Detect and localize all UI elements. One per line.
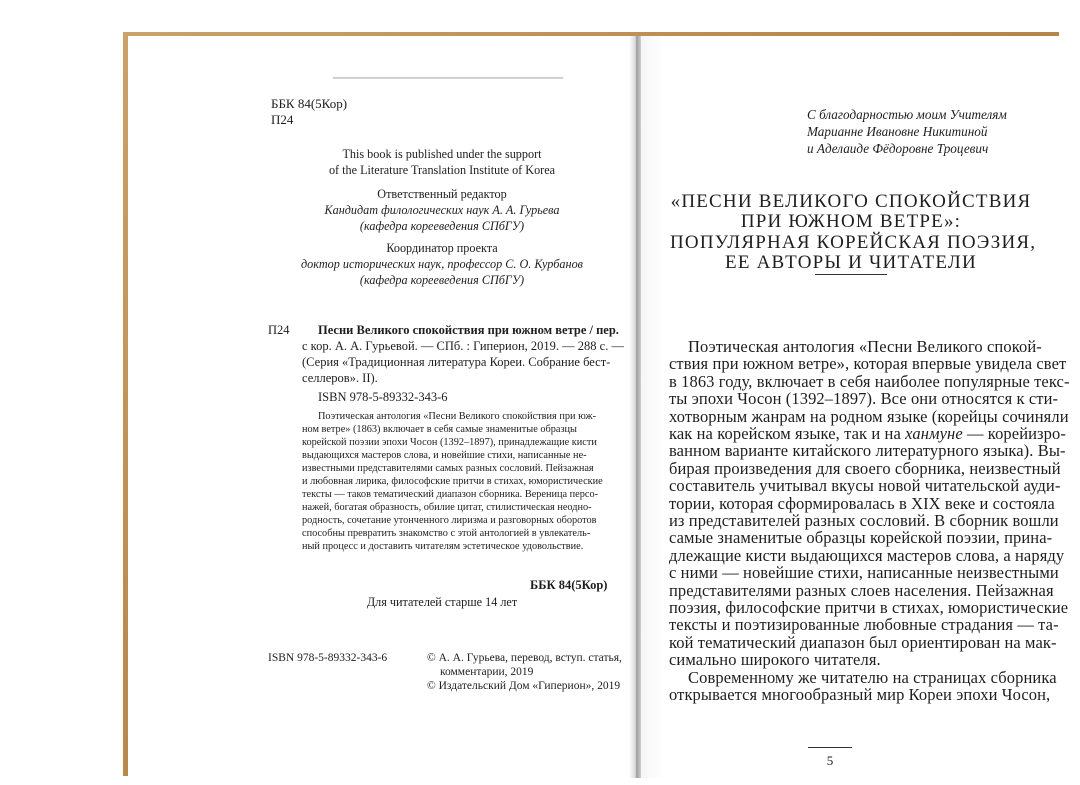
bbk-bottom: ББК 84(5Кор) [530,578,608,592]
body-line: в 1863 году, включает в себя наиболее популярные текс- [669,371,1070,391]
bbk-code: ББК 84(5Кор) [271,96,348,111]
catalog-line: (Серия «Традиционная литература Кореи. Собрание бест- [302,355,611,369]
support-line-2: of the Literature Translation Institute of Korea [328,163,556,177]
body-line: кой тематический диапазон был ориентирован на мак- [669,632,1057,652]
coordinator-name: доктор исторических наук, профессор С. О. Курбанов [301,257,583,271]
annotation-line: Поэтическая антология «Песни Великого спокойствия при юж- [318,411,597,422]
dedication-line: С благодарностью моим Учителям [807,107,1007,122]
chapter-heading-line: «ПЕСНИ ВЕЛИКОГО СПОКОЙСТВИЯ [670,191,1032,212]
page-number: 5 [826,753,834,768]
body-line: симально широкого читателя. [669,650,881,670]
copyright-line: © А. А. Гурьева, перевод, вступ. статья, [427,652,622,664]
chapter-heading-line: ПРИ ЮЖНОМ ВЕТРЕ»: [740,211,962,232]
annotation-line: корейской поэзии эпохи Чосон (1392–1897), принадлежащие кисти [302,437,597,448]
show-through-text: ▔▔▔▔▔▔▔▔▔▔▔▔▔▔▔▔▔▔▔▔▔▔▔ [333,77,563,92]
annotation-line: и любовная лирика, философские притчи в стихах, юмористические [302,476,603,487]
chapter-heading-line: ПОПУЛЯРНАЯ КОРЕЙСКАЯ ПОЭЗИЯ, [670,232,1037,253]
body-line: как на корейском языке, так и на ханмуне — корейизро- [669,424,1066,443]
annotation-line: тексты — таков тематический диапазон сборника. Вереница персо- [302,489,599,500]
body-line: ты эпохи Чосон (1392–1897). Все они относятся к сти- [669,389,1059,409]
body-line: ванном варианте китайского литературного языка). Вы- [669,441,1066,461]
body-line: Поэтическая антология «Песни Великого спокой- [688,337,1042,356]
annotation-line: выдающихся мастеров слова, и новейшие стихи, написанные не- [302,450,587,461]
catalog-isbn: ISBN 978-5-89332-343-6 [318,390,448,404]
body-line: бирая произведения для своего сборника, неизвестный [669,458,1061,478]
annotation-line: способны превратить знакомство с этой антологией в увлекатель- [302,528,591,539]
annotation-line: известными представителями самых разных сословий. Пейзажная [302,463,594,474]
annotation-line: нажей, богатая образность, обилие цитат, стилистическая неодно- [302,502,592,513]
copyright-line: © Издательский Дом «Гиперион», 2019 [427,680,621,692]
dedication-line: Марианне Ивановне Никитиной [807,124,988,139]
catalog-line: Песни Великого спокойствия при южном ветре / пер. [318,323,619,337]
body-line: Современному же читателю на страницах сборника [688,667,1057,687]
annotation-line: ном ветре» (1863) включает в себя самые знаменитые образцы [302,424,577,435]
body-line: тексты и поэтизированные любовные страдания — та- [669,615,1059,635]
editor-dept: (кафедра корееведения СПбГУ) [359,219,525,233]
body-line: хотворным жанрам на родном языке (корейцы сочиняли [669,406,1069,426]
isbn-bottom: ISBN 978-5-89332-343-6 [268,652,388,664]
support-line-1: This book is published under the support [342,147,542,161]
body-line: составитель учитывал вкусы новой читательской ауди- [669,476,1061,496]
editor-label: Ответственный редактор [377,187,507,201]
body-line: ствия при южном ветре», которая впервые увидела свет [669,354,1067,374]
annotation-line: ный процесс и доставить читателям эстетическое удовольствие. [302,541,584,552]
coordinator-dept: (кафедра корееведения СПбГУ) [359,273,525,287]
author-mark: П24 [271,112,294,127]
body-line: самые знаменитые образцы корейской поэзии, прина- [669,528,1053,548]
coordinator-label: Координатор проекта [386,241,498,255]
body-line: тории, которая сформировалась в XIX веке и состояла [669,493,1055,513]
copyright-line: комментарии, 2019 [440,666,534,678]
catalog-line: с кор. А. А. Гурьевой. — СПб. : Гиперион, 2019. — 288 с. — [302,339,624,353]
heading-rule [815,274,887,275]
footer-rule [808,747,852,748]
body-line: представителями разных слоев населения. Пейзажная [669,580,1054,600]
body-line: поэзия, философские притчи в стихах, юмористические [669,598,1069,617]
catalog-line: селлеров». II). [302,371,378,385]
body-line: из представителей разных сословий. В сборник вошли [669,511,1059,530]
editor-name: Кандидат филологических наук А. А. Гурьева [324,203,560,217]
show-through-title [268,282,278,316]
annotation-line: родность, сочетание утонченного лиризма и разговорных оборотов [302,515,597,526]
age-notice: Для читателей старше 14 лет [366,595,518,609]
chapter-heading-line: ЕЕ АВТОРЫ И ЧИТАТЕЛИ [725,252,977,273]
body-line: длежащие кисти выдающихся мастеров слова, а наряду [669,545,1065,565]
body-line: открывается многообразный мир Кореи эпохи Чосон, [669,685,1051,704]
body-line: с ними — новейшие стихи, написанные неизвестными [669,563,1059,583]
dedication-line: и Аделаиде Фёдоровне Троцевич [807,141,989,156]
catalog-mark: П24 [268,323,290,337]
